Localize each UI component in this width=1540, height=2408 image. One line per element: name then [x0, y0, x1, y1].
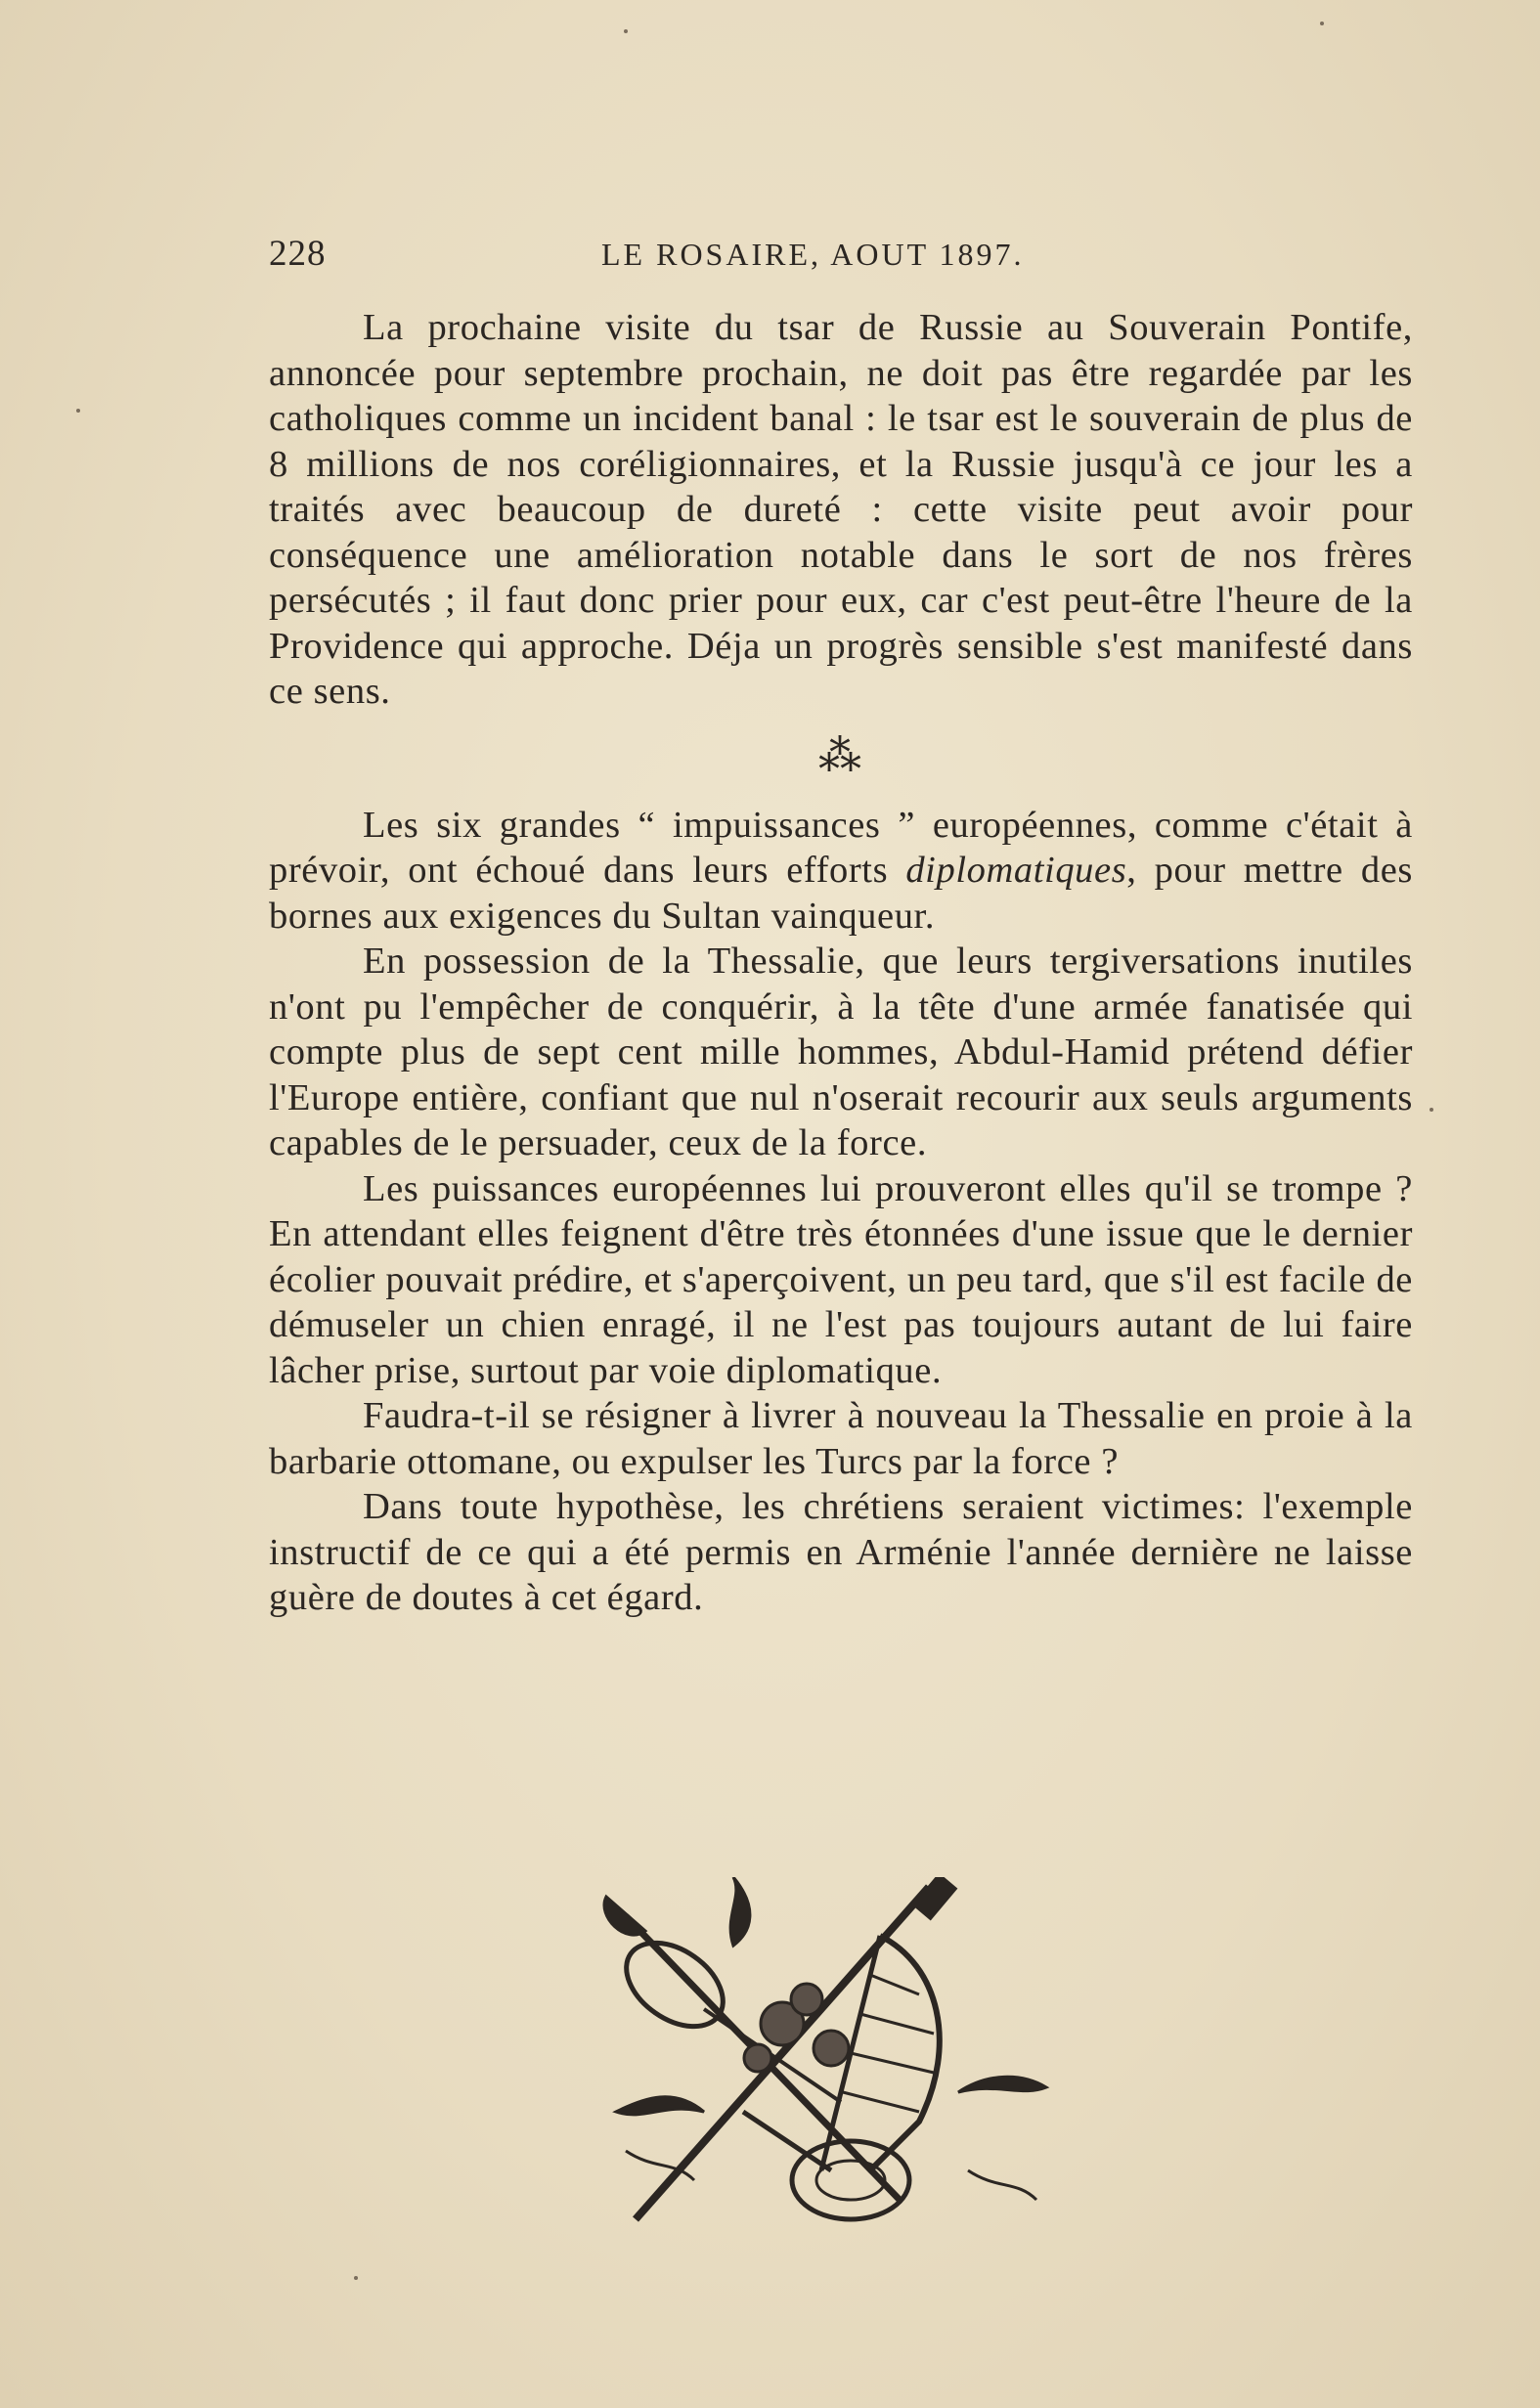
italic-word: diplomatiques [905, 850, 1127, 891]
music-instruments-ornament-icon [587, 1877, 1056, 2249]
asterism-separator: ⁂ [818, 731, 863, 780]
paragraph-text: Les six grandes “ impuissances ” européennes, comme c'était à prévoir, ont échoué dans leurs efforts [269, 804, 1413, 891]
page-header [269, 233, 1413, 282]
paragraph-text: , pour mettre des bornes aux exigences du Sultan vainqueur. [269, 850, 1413, 937]
body-text [269, 305, 1413, 1621]
paragraph: Les puissances européennes lui prouveront elles qu'il se trompe ? En attendant elles feignent d'être très étonnées d'une issue que le dernier écolier pouvait prédire, et s'aperçoivent, un peu tard, que s'il est facile de démuseler un chien enragé, il ne l'est pas toujours autant de lui faire lâcher prise, surtout par voie diplomatique. [269, 1167, 1413, 1391]
paragraph: Faudra-t-il se résigner à livrer à nouveau la Thessalie en proie à la barbarie ottomane, ou expulser les Turcs par la force ? [269, 1395, 1413, 1482]
paragraph: La prochaine visite du tsar de Russie au Souverain Pontife, annoncée pour septembre prochain, ne doit pas être regardée par les catholiques comme un incident banal : le tsar est le souverain de plus de 8 millions de nos coréligionnaires, et la Russie jusqu'à ce jour les a traités avec beaucoup de dureté : cette visite peut avoir pour conséquence une amélioration notable dans le sort de nos frères persécutés ; il faut donc prier pour eux, car c'est peut-être l'heure de la Providence qui approche. Déja un progrès sensible s'est manifesté dans ce sens. [269, 307, 1413, 712]
page-number: 228 [269, 234, 327, 274]
paragraph: Dans toute hypothèse, les chrétiens seraient victimes: l'exemple instructif de ce qui a été permis en Arménie l'année dernière ne laisse guère de doutes à cet égard. [269, 1486, 1413, 1618]
paragraph [269, 803, 1413, 940]
running-head: LE ROSAIRE, AOUT 1897. [601, 237, 1025, 272]
paragraph: En possession de la Thessalie, que leurs tergiversations inutiles n'ont pu l'empêcher de conquérir, à la tête d'une armée fanatisée qui compte plus de sept cent mille hommes, Abdul-Hamid prétend défier l'Europe entière, confiant que nul n'oserait recourir aux seuls arguments capables de le persuader, ceux de la force. [269, 941, 1413, 1163]
